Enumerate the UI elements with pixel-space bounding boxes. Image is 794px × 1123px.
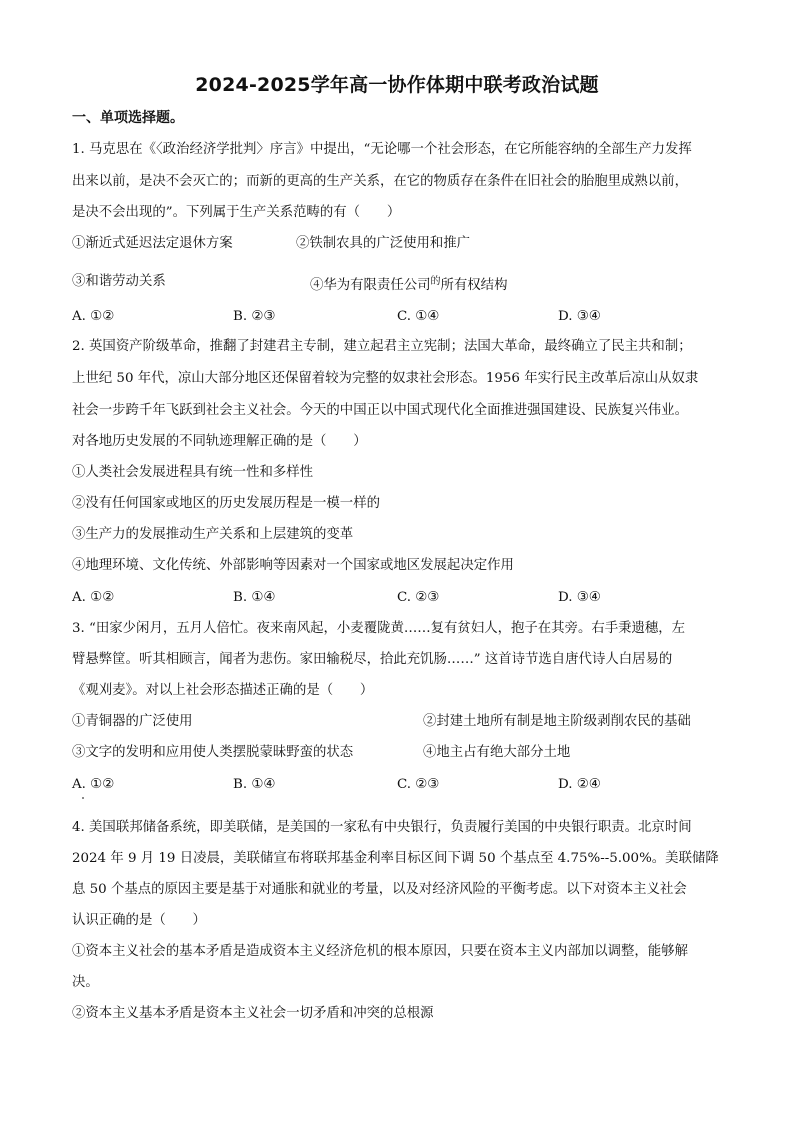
q3-item-3: ③文字的发明和应用使人类摆脱蒙昧野蛮的状态 bbox=[72, 745, 354, 760]
q1-line-1: 1. 马克思在《〈政治经济学批判〉序言》中提出，“无论哪一个社会形态，在它所能容纳的全部生产力发挥 bbox=[72, 142, 692, 157]
q1-item-4-text: ④华为有限责任公司 bbox=[310, 278, 431, 293]
q1-item-1: ①渐近式延迟法定退休方案 bbox=[72, 236, 233, 251]
q2-line-3: 社会一步跨千年飞跃到社会主义社会。今天的中国正以中国式现代化全面推进强国建设、民族复兴伟业。 bbox=[72, 403, 688, 418]
q1-item-2: ②铁制农具的广泛使用和推广 bbox=[296, 236, 471, 251]
q3-choice-c: C. ②③ bbox=[397, 777, 440, 792]
page-title: 2024-2025学年高一协作体期中联考政治试题 bbox=[195, 74, 599, 96]
q3-line-2: 臂悬弊筐。听其相顾言，闻者为悲伤。家田输税尽，拾此充饥肠……” 这首诗节选自唐代诗人白居易的 bbox=[72, 652, 673, 667]
q1-item-3: ③和谐劳动关系 bbox=[72, 274, 166, 289]
q2-item-4: ④地理环境、文化传统、外部影响等因素对一个国家或地区发展起决定作用 bbox=[72, 558, 514, 573]
stray-dot-mark bbox=[82, 797, 84, 799]
q2-item-3: ③生产力的发展推动生产关系和上层建筑的变革 bbox=[72, 527, 354, 542]
q2-choice-b: B. ①④ bbox=[233, 590, 276, 605]
q2-item-1: ①人类社会发展进程具有统一性和多样性 bbox=[72, 465, 314, 480]
q2-choice-a: A. ①② bbox=[72, 590, 115, 605]
q4-line-3: 息 50 个基点的原因主要是基于对通胀和就业的考量，以及对经济风险的平衡考虑。以下对资本主义社会 bbox=[72, 882, 687, 897]
q4-item-1-line-1: ①资本主义社会的基本矛盾是造成资本主义经济危机的根本原因，只要在资本主义内部加以调整，能够解 bbox=[72, 944, 688, 959]
q2-line-1: 2. 英国资产阶级革命，推翻了封建君主专制，建立起君主立宪制；法国大革命，最终确立了民主共和制； bbox=[72, 339, 692, 354]
q1-choice-a: A. ①② bbox=[72, 309, 115, 324]
q3-item-2: ②封建土地所有制是地主阶级剥削农民的基础 bbox=[423, 714, 691, 729]
q4-line-1: 4. 美国联邦储备系统，即美联储，是美国的一家私有中央银行，负责履行美国的中央银行职责。北京时间 bbox=[72, 820, 692, 835]
q4-item-1-line-2: 决。 bbox=[72, 975, 99, 990]
q2-line-4: 对各地历史发展的不同轨迹理解正确的是（ ） bbox=[72, 434, 367, 449]
q4-line-2: 2024 年 9 月 19 日凌晨，美联储宣布将联邦基金利率目标区间下调 50 个基点至 4.75%--5.00%。美联储降 bbox=[72, 851, 719, 866]
q2-line-2: 上世纪 50 年代，凉山大部分地区还保留着较为完整的奴隶社会形态。1956 年实行民主改革后凉山从奴隶 bbox=[72, 371, 699, 386]
q3-item-1: ①青铜器的广泛使用 bbox=[72, 714, 193, 729]
q1-choice-c: C. ①④ bbox=[397, 309, 440, 324]
q4-line-4: 认识正确的是（ ） bbox=[72, 913, 206, 928]
q1-item-4-superscript: 的 bbox=[430, 276, 441, 287]
q3-choice-b: B. ①④ bbox=[233, 777, 276, 792]
q2-choice-d: D. ③④ bbox=[558, 590, 601, 605]
q1-line-2: 出来以前，是决不会灭亡的；而新的更高的生产关系，在它的物质存在条件在旧社会的胎胞里成熟以前， bbox=[72, 174, 688, 189]
q3-choice-d: D. ②④ bbox=[558, 777, 601, 792]
q3-line-1: 3. “田家少闲月，五月人倍忙。夜来南风起，小麦覆陇黄……复有贫妇人，抱子在其旁。右手秉遗穗，左 bbox=[72, 621, 686, 636]
q1-item-4 bbox=[310, 272, 507, 296]
section-heading: 一、单项选择题。 bbox=[72, 110, 184, 126]
q1-line-3: 是决不会出现的”。下列属于生产关系范畴的有（ ） bbox=[72, 205, 401, 220]
q2-item-2: ②没有任何国家或地区的历史发展历程是一模一样的 bbox=[72, 496, 380, 511]
q1-item-4-tail: 所有权结构 bbox=[440, 278, 508, 293]
q1-choice-d: D. ③④ bbox=[558, 309, 601, 324]
q3-choice-a: A. ①② bbox=[72, 777, 115, 792]
q4-item-2: ②资本主义基本矛盾是资本主义社会一切矛盾和冲突的总根源 bbox=[72, 1006, 434, 1021]
q2-choice-c: C. ②③ bbox=[397, 590, 440, 605]
q1-choice-b: B. ②③ bbox=[233, 309, 276, 324]
q3-item-4: ④地主占有绝大部分土地 bbox=[423, 745, 571, 760]
q3-line-3: 《观刈麦》。对以上社会形态描述正确的是（ ） bbox=[72, 683, 374, 698]
